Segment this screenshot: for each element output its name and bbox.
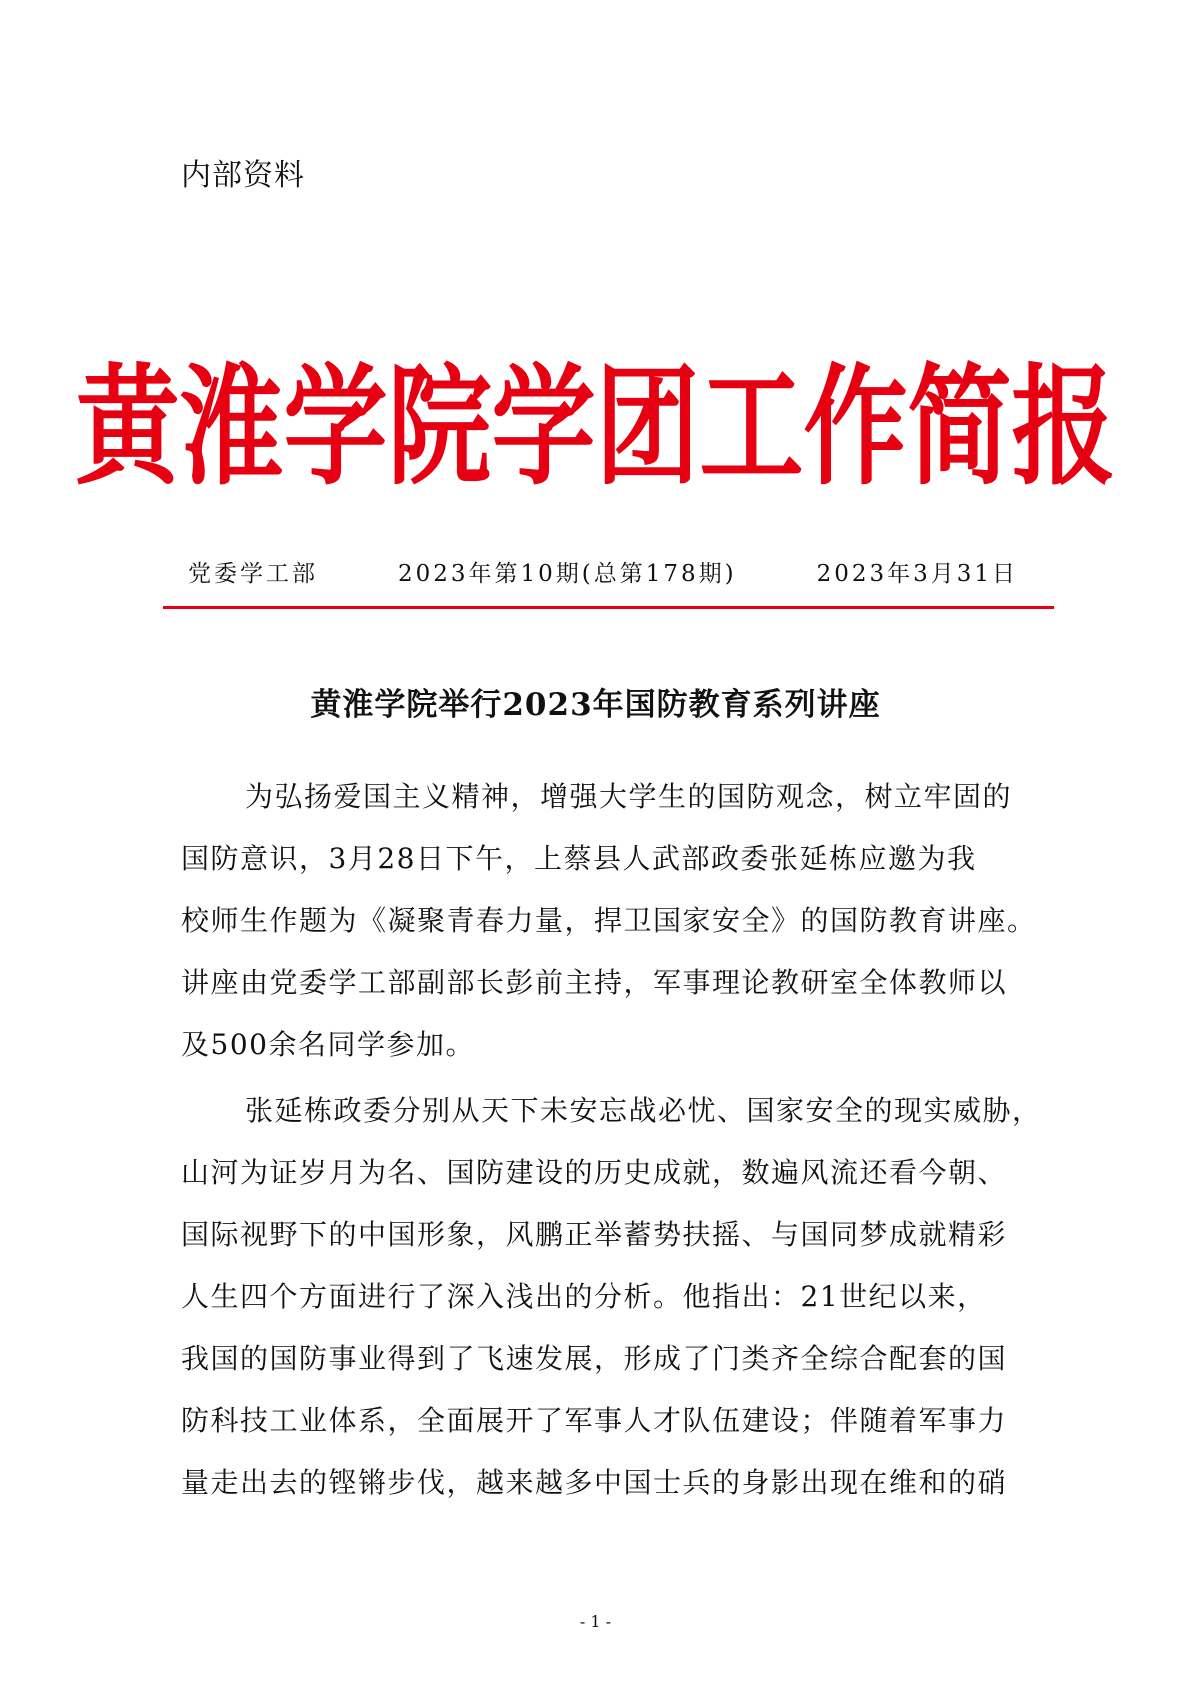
paragraph-line: 及500余名同学参加。	[181, 1028, 475, 1061]
red-divider	[163, 606, 1054, 609]
paragraph-line: 山河为证岁月为名、国防建设的历史成就，数遍风流还看今朝、	[181, 1156, 1008, 1189]
masthead-title: 黄淮学院学团工作简报	[75, 349, 1116, 504]
paragraph-line: 校师生作题为《凝聚青春力量，捍卫国家安全》的国防教育讲座。	[181, 904, 1037, 937]
paragraph-line: 人生四个方面进行了深入浅出的分析。他指出：21世纪以来，	[181, 1280, 987, 1313]
department-name: 党委学工部	[188, 561, 318, 587]
paragraph-line: 量走出去的铿锵步伐，越来越多中国士兵的身影出现在维和的硝	[181, 1466, 1008, 1499]
issue-date: 2023年3月31日	[816, 561, 1018, 587]
paragraph-line: 张延栋政委分别从天下未安忘战必忧、国家安全的现实威胁，	[245, 1094, 1042, 1127]
paragraph-line: 我国的国防事业得到了飞速发展，形成了门类齐全综合配套的国	[181, 1342, 1008, 1375]
paragraph-line: 防科技工业体系，全面展开了军事人才队伍建设；伴随着军事力	[181, 1404, 1008, 1437]
article-paragraph-2	[181, 1080, 1042, 1514]
page-number: - 1 -	[579, 1612, 612, 1631]
paragraph-line: 讲座由党委学工部副部长彭前主持，军事理论教研室全体教师以	[181, 966, 1008, 999]
paragraph-line: 为弘扬爱国主义精神，增强大学生的国防观念，树立牢固的	[245, 780, 1013, 813]
paragraph-line: 国防意识，3月28日下午，上蔡县人武部政委张延栋应邀为我	[181, 842, 977, 875]
article-title: 黄淮学院举行2023年国防教育系列讲座	[310, 687, 881, 723]
classification-label: 内部资料	[181, 158, 305, 193]
issue-info-line	[188, 555, 1018, 588]
paragraph-line: 国际视野下的中国形象，风鹏正举蓄势扶摇、与国同梦成就精彩	[181, 1218, 1008, 1251]
issue-number: 2023年第10期(总第178期)	[397, 561, 737, 587]
article-paragraph-1	[181, 766, 1037, 1076]
